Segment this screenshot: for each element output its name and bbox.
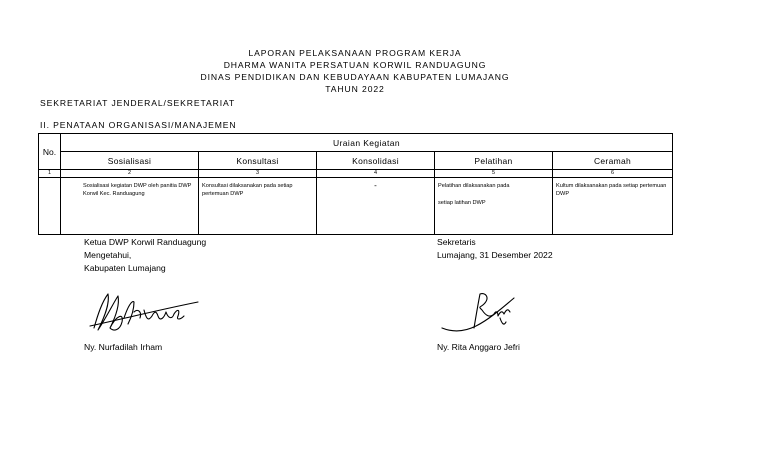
cell-pelatihan <box>435 178 553 235</box>
report-year: TAHUN 2022 <box>325 84 385 94</box>
table-subheader-row <box>39 152 673 170</box>
column-number: 2 <box>61 170 199 178</box>
column-header-konsultasi: Konsultasi <box>199 152 317 170</box>
left-signature-image <box>88 288 204 340</box>
organization-name: DHARMA WANITA PERSATUAN KORWIL RANDUAGUNG <box>223 60 487 70</box>
column-number: 6 <box>553 170 673 178</box>
left-signatory-name: Ny. Nurfadilah Irham <box>84 342 163 352</box>
column-number: 1 <box>39 170 61 178</box>
table-row <box>39 178 673 235</box>
cell-pelatihan-line1: Pelatihan dilaksanakan pada <box>438 183 510 189</box>
right-signature-image <box>440 288 520 336</box>
subsection-label: II. PENATAAN ORGANISASI/MANAJEMEN <box>40 120 237 130</box>
activity-table <box>38 133 673 235</box>
right-signatory-title: Sekretaris <box>437 237 476 247</box>
column-group-header: Uraian Kegiatan <box>61 134 673 152</box>
right-signatory-date: Lumajang, 31 Desember 2022 <box>437 250 553 260</box>
column-header-pelatihan: Pelatihan <box>435 152 553 170</box>
column-header-ceramah: Ceramah <box>553 152 673 170</box>
left-signatory-line2: Mengetahui, <box>84 250 132 260</box>
cell-konsultasi: Konsultasi dilaksanakan pada setiap pertemuan DWP <box>199 178 317 235</box>
cell-ceramah: Kultum dilaksanakan pada setiap pertemuan DWP <box>553 178 673 235</box>
column-number: 3 <box>199 170 317 178</box>
department-name: DINAS PENDIDIKAN DAN KEBUDAYAAN KABUPATEN LUMAJANG <box>200 72 510 82</box>
column-number: 4 <box>317 170 435 178</box>
left-signatory-line3: Kabupaten Lumajang <box>84 263 166 273</box>
cell-pelatihan-line2: setiap latihan DWP <box>438 200 486 206</box>
cell-no <box>39 178 61 235</box>
right-signatory-block <box>437 236 553 262</box>
column-header-sosialisasi: Sosialisasi <box>61 152 199 170</box>
column-header-no: No. <box>39 134 61 170</box>
column-number-row <box>39 170 673 178</box>
right-signatory-name: Ny. Rita Anggaro Jefri <box>437 342 520 352</box>
section-label: SEKRETARIAT JENDERAL/SEKRETARIAT <box>40 98 236 108</box>
column-number: 5 <box>435 170 553 178</box>
report-title: LAPORAN PELAKSANAAN PROGRAM KERJA <box>248 48 462 58</box>
cell-konsolidasi: - <box>317 178 435 235</box>
cell-sosialisasi: Sosialisasi kegiatan DWP oleh panitia DWP Korwil Kec. Randuagung <box>61 178 199 235</box>
left-signatory-title: Ketua DWP Korwil Randuagung <box>84 237 207 247</box>
left-signatory-block <box>84 236 206 275</box>
table-header-row <box>39 134 673 152</box>
column-header-konsolidasi: Konsolidasi <box>317 152 435 170</box>
